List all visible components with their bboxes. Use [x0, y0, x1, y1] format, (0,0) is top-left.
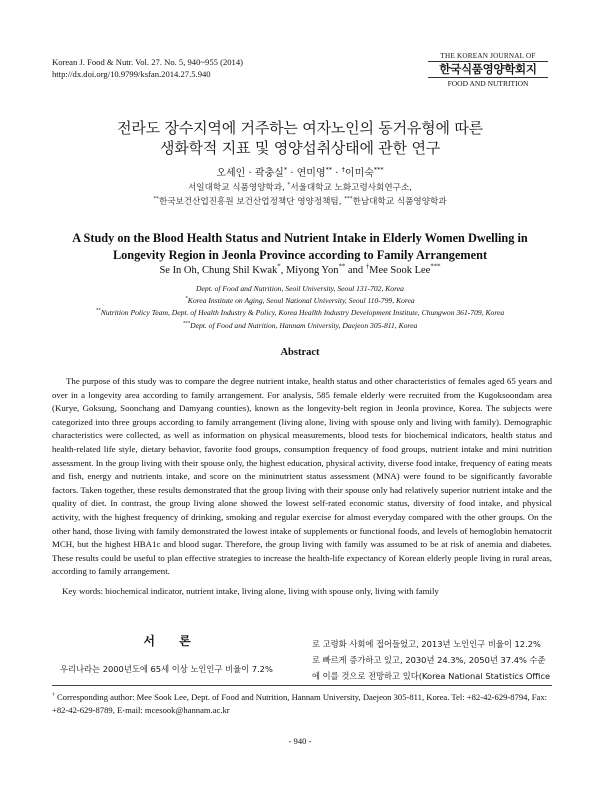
citation-text: Korean J. Food & Nutr. Vol. 27. No. 5, 940~955 (2014) — [52, 57, 244, 67]
korean-affiliation-line1: 서일대학교 식품영양학과, *서울대학교 노화고령사회연구소, — [188, 182, 412, 193]
footnote-text: Corresponding author: Mee Sook Lee, Dept. of Food and Nutrition, Hannam University, Daejeon 305-811, Korea. Tel: +82-42-629-8794, Fax: +82-42-629-8789, E-mail: mcesook@hannam.ac.kr — [52, 692, 548, 715]
journal-name-en-bottom: FOOD AND NUTRITION — [428, 77, 548, 88]
corresponding-mark: † — [341, 165, 345, 174]
english-title-line1: A Study on the Blood Health Status and Nutrient Intake in Elderly Women Dwelling in — [72, 231, 528, 245]
korean-title-line2: 생화학적 지표 및 영양섭취상태에 관한 연구 — [159, 139, 441, 157]
author-separator: · — [332, 168, 342, 179]
abstract-body: The purpose of this study was to compare the degree nutrient intake, health status and other characteristics of females aged 65 years and over in a longevity area according to family arrangement. For analysis, 585 female elderly were recruited from the Kugoksoondam area (Kurye, Goksung, Soonchang and Damyang counties), known as the longevity-belt region in Jeonla province, Korea. The subjects were categorized into three groups according to family arrangement (living alone, living with spouse only and living with family). Demographic characteristics were collected, as well as information on physical measurements, blood tests for biochemical indicators, health status and health-related life style, dietary behavior, favorite food groups, consumption frequency of food groups, nutrient intake and mini nutrition assessment. In the group living with their spouse only, the highest education, physical activity, diverse food intake, frequency of eating meats and fish, energy and nutrients intake, and score on the mininutrient status assessment (MNA) were found to be significantly favorable factors. Taken together, these results demonstrated that the group living with their spouse only had relatively superior nutrient intake and the quality of diet. In contrast, the group living alone showed the lowest self-rated economic status, diversity of food intake, and physical activity, with the highest frequency of drinking, smoking and regular exercise for almost everyday compared with the other groups. On the other hand, those living with family demonstrated the lowest intake of supplements or functional foods, and levels of hemoglobin hematocrit MCH, but the highest HBA1c and blood sugar. Therefore, the group living with family was assumed to be at risk of anemia and diabetes. These results could be useful to plan effective strategies to increase the health-life expectancy of Korean elderly people living in rural areas, according to family arrangement. — [52, 376, 552, 577]
intro-right-line: 로 고령화 사회에 접어들었고, 2013년 노인인구 비율이 12.2% — [312, 639, 541, 649]
english-title-line2: Longevity Region in Jeonla Province according to Family Arrangement — [112, 248, 488, 262]
corresponding-author-footnote — [52, 691, 552, 717]
english-affiliation-line1: Dept. of Food and Nutrition, Seoil University, Seoul 131-702, Korea — [196, 284, 404, 293]
korean-author-names: 오세인 · 곽충실 — [216, 168, 284, 179]
korean-author-last: 이미숙 — [344, 168, 374, 179]
english-affiliation-line4: ***Dept. of Food and Nutrition, Hannam University, Daejeon 305-811, Korea — [182, 320, 418, 330]
intro-right-line: 에 이를 것으로 전망하고 있다(Korea National Statistics Office — [312, 671, 551, 681]
english-affiliation-line2: *Korea Institute on Aging, Seoul National University, Seoul 110-799, Korea — [185, 296, 415, 306]
page-number: - 940 - — [288, 736, 312, 746]
affil-mark: *** — [373, 165, 384, 174]
journal-name-en-top: THE KOREAN JOURNAL OF — [428, 52, 548, 62]
korean-author-names: · 연미영 — [287, 168, 326, 179]
korean-authors — [0, 164, 600, 179]
affil-mark: * — [283, 165, 288, 174]
abstract-heading: Abstract — [280, 347, 320, 358]
english-title — [0, 230, 600, 264]
journal-name-ko: 한국식품영양학회지 — [439, 62, 537, 76]
journal-citation — [52, 56, 243, 80]
keywords: Key words: biochemical indicator, nutrient intake, living alone, living with spouse only, living with family — [62, 586, 439, 596]
section-heading-introduction: 서 론 — [143, 634, 201, 648]
corresponding-mark: † — [52, 692, 55, 699]
korean-title-line1: 전라도 장수지역에 거주하는 여자노인의 동거유형에 따른 — [117, 119, 483, 137]
korean-affiliation-line2: **한국보건산업진흥원 보건산업정책단 영양정책팀, ***한남대학교 식품영양학과 — [153, 196, 447, 207]
english-authors: Se In Oh, Chung Shil Kwak*, Miyong Yon** and †Mee Sook Lee*** — [159, 263, 441, 276]
korean-affiliations — [0, 181, 600, 209]
intro-right-line: 로 빠르게 증가하고 있고, 2030년 24.3%, 2050년 37.4% 수준 — [312, 655, 546, 665]
english-affiliations — [0, 283, 600, 332]
korean-title — [0, 118, 600, 158]
english-affiliation-line3: **Nutrition Policy Team, Dept. of Health Industry & Policy, Korea Heallth Industry Development Institute, Chungwon 361-709, Korea — [95, 308, 505, 318]
journal-logo — [428, 52, 548, 88]
intro-left-column: 우리나라는 2000년도에 65세 이상 노인인구 비율이 7.2% — [60, 664, 273, 674]
affil-mark: ** — [325, 165, 333, 174]
doi-link[interactable]: http://dx.doi.org/10.9799/ksfan.2014.27.5.940 — [52, 69, 211, 79]
footnote-divider — [52, 685, 552, 686]
intro-right-column — [312, 636, 552, 684]
